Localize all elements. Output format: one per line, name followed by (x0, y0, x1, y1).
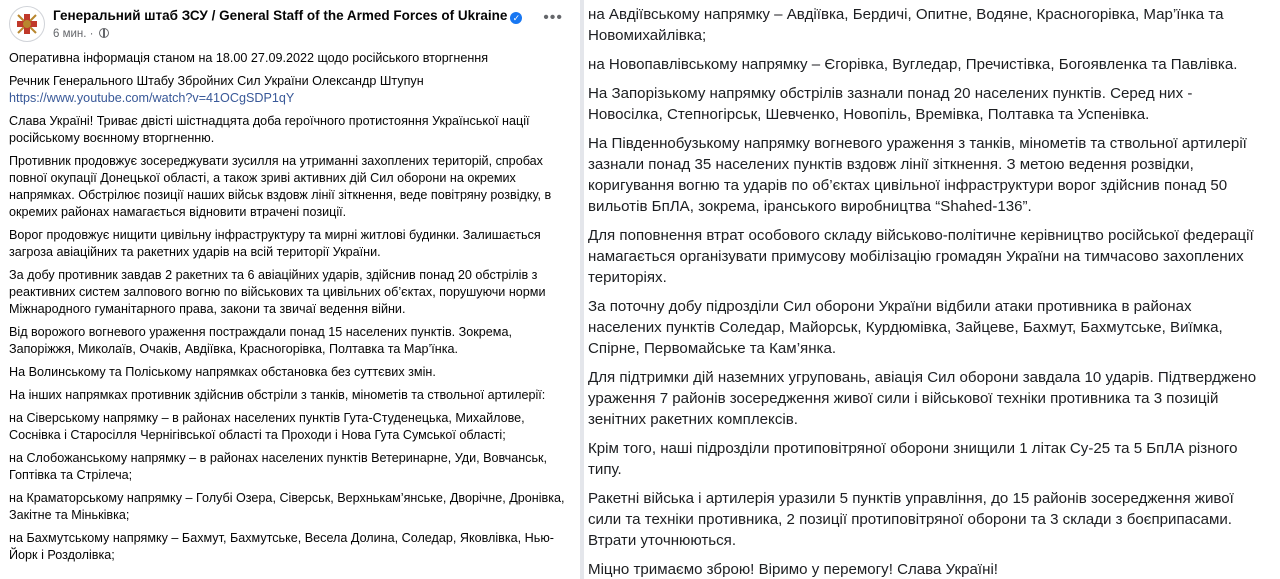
post-paragraph: За добу противник завдав 2 ракетних та 6 авіаційних ударів, здійснив понад 20 обстрілів з реактивних систем залпового вогню по військових та цивільних об’єктах, порушуючи норми Міжнародного гуманітарного права, закони та звичаї ведення війни. (9, 268, 546, 316)
youtube-link[interactable]: https://www.youtube.com/watch?v=41OCgSDP1qY (9, 91, 295, 105)
post-paragraph: на Слобожанському напрямку – в районах населених пунктів Ветеринарне, Уди, Вовчанськ, Гоптівка та Стрілеча; (9, 451, 548, 482)
post-paragraph: Для поповнення втрат особового складу військово-політичне керівництво російської федерації намагається організувати примусову мобілізацію громадян України на тимчасово захоплених територіях. (588, 227, 1254, 286)
post-header (9, 6, 569, 46)
post-paragraph: на Краматорському напрямку – Голубі Озера, Сіверськ, Верхнькам’янське, Дворічне, Дронівка, Закітне та Міньківка; (9, 491, 565, 522)
post-paragraph: на Новопавлівському напрямку – Єгорівка, Вугледар, Пречистівка, Богоявленка та Павлівка. (588, 56, 1238, 73)
post-paragraph: Ворог продовжує нищити цивільну інфраструктуру та мирні житлові будинки. Залишається загроза авіаційних та ракетних ударів на всій території України. (9, 228, 541, 259)
post-paragraph: на Авдіївському напрямку – Авдіївка, Бердичі, Опитне, Водяне, Красногорівка, Мар’їнка та Новомихайлівка; (588, 6, 1224, 44)
post-paragraph: Ракетні війська і артилерія уразили 5 пунктів управління, до 15 районів зосередження живої сили та техніки противника, 2 позиції протиповітряної оборони та 3 склади з боєприпасами. Втрати уточнюються. (588, 490, 1234, 549)
post-paragraph: Від ворожого вогневого ураження постраждали понад 15 населених пунктів. Зокрема, Запоріжжя, Миколаїв, Очаків, Авдіївка, Красногорівка, Полтавка та Мар’їнка. (9, 325, 512, 356)
page-avatar[interactable] (9, 6, 45, 42)
post-meta (53, 28, 109, 40)
post-paragraph: на Сіверському напрямку – в районах населених пунктів Гута-Студенецька, Михайлове, Соснівка і Старосілля Чернігівської області та Проходи і Нова Гута Сумської області; (9, 411, 525, 442)
verified-badge-icon: ✓ (510, 12, 522, 24)
meta-separator: · (89, 28, 94, 40)
post-paragraph: На Південнобузькому напрямку вогневого ураження з танків, мінометів та ствольної артилерії зазнали понад 35 населених пунктів вздовж лінії зіткнення. З метою ведення розвідки, коригування вогню та ударів по об’єктах цивільної інфраструктури ворог здійснив понад 50 вильотів БпЛА, зокрема, іранського виробництва “Shahed-136”. (588, 135, 1247, 215)
post-paragraph: Оперативна інформація станом на 18.00 27.09.2022 щодо російського вторгнення (9, 51, 489, 65)
post-paragraph: Крім того, наші підрозділи протиповітряної оборони знищили 1 літак Су-25 та 5 БпЛА різного типу. (588, 440, 1238, 478)
post-paragraph: На Запорізькому напрямку обстрілів зазнали понад 20 населених пунктів. Серед них - Новосілка, Степногірськ, Шевченко, Новопіль, Времівка, Полтавка та Успенівка. (588, 85, 1193, 123)
post-body-left (9, 50, 569, 570)
post-paragraph: на Бахмутському напрямку – Бахмут, Бахмутське, Весела Долина, Соледар, Яковлівка, Нью-Йорк і Роздолівка; (9, 531, 554, 562)
post-paragraph: Слава Україні! Триває двісті шістнадцята доба героїчного протистояння Української нації російському воєнному вторгненню. (9, 114, 530, 145)
post-paragraph: За поточну добу підрозділи Сил оборони України відбили атаки противника в районах населених пунктів Соледар, Майорськ, Курдюмівка, Зайцеве, Бахмут, Бахмутське, Виїмка, Спірне, Первомайське та Кам’янка. (588, 298, 1223, 357)
post-paragraph: Для підтримки дій наземних угруповань, авіація Сил оборони завдала 10 ударів. Підтверджено ураження 7 районів зосередження живої сили і військової техніки противника та 3 позицій зенітних ракетних комплексів. (588, 369, 1257, 428)
globe-icon (99, 28, 109, 38)
post-paragraph: Міцно тримаємо зброю! Віримо у перемогу! Слава Україні! (588, 561, 998, 578)
post-paragraph: На інших напрямках противник здійснив обстріли з танків, мінометів та ствольної артилерії: (9, 388, 546, 402)
page-name[interactable]: Генеральний штаб ЗСУ / General Staff of the Armed Forces of Ukraine ✓ (53, 8, 522, 24)
speaker-line: Речник Генерального Штабу Збройних Сил України Олександр Штупун (9, 74, 424, 88)
post-body-right (588, 4, 1268, 579)
post-paragraph (9, 73, 569, 107)
post-paragraph: Противник продовжує зосереджувати зусилля на утриманні захоплених територій, спробах повної окупації Донецької області, а також зриві активних дій Сил оборони на окремих напрямках. Обстрілює позиції наших військ вздовж лінії зіткнення, веде повітряну розвідку, в окремих районах намагається відновити втрачені позиції. (9, 154, 552, 219)
post-paragraph: На Волинському та Поліському напрямках обстановка без суттєвих змін. (9, 365, 436, 379)
more-options-icon[interactable]: ••• (543, 9, 563, 26)
post-right-panel (584, 0, 1280, 579)
general-staff-emblem-icon (14, 11, 40, 37)
post-left-panel (0, 0, 580, 579)
post-time[interactable]: 6 мин. (53, 28, 87, 40)
